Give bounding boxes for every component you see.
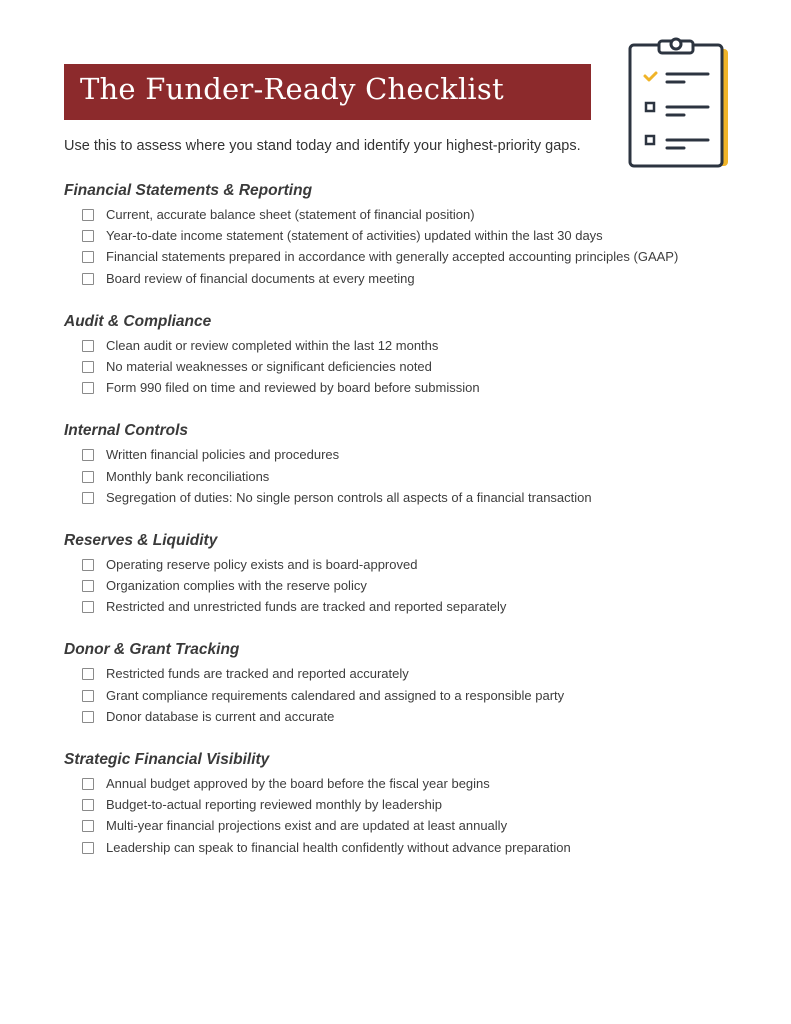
title-banner [64, 64, 591, 120]
checklist [64, 180, 744, 880]
checklist-item [64, 815, 744, 836]
checklist-item-label: Clean audit or review completed within the last 12 months [106, 337, 439, 353]
checklist-item-label: Budget-to-actual reporting reviewed monthly by leadership [106, 797, 443, 813]
checklist-item [64, 794, 744, 815]
checkbox[interactable] [82, 230, 94, 242]
section-donor-grant-tracking [64, 639, 744, 727]
section-heading: Financial Statements & Reporting [64, 182, 313, 199]
checklist-item [64, 225, 744, 246]
checklist-item-label: Written financial policies and procedures [106, 447, 340, 463]
intro-text: Use this to assess where you stand today and identify your highest-priority gaps. [64, 138, 581, 154]
checklist-item [64, 773, 744, 794]
checkbox[interactable] [82, 711, 94, 723]
section-strategic-visibility [64, 749, 744, 858]
checklist-item [64, 466, 744, 487]
checkbox[interactable] [82, 559, 94, 571]
checkbox[interactable] [82, 668, 94, 680]
checklist-item-label: Restricted funds are tracked and reported accurately [106, 666, 409, 682]
section-heading: Donor & Grant Tracking [64, 641, 240, 659]
checklist-item [64, 268, 744, 289]
checklist-item [64, 444, 744, 465]
checkbox[interactable] [82, 842, 94, 854]
checklist-item-label: Operating reserve policy exists and is board-approved [106, 556, 418, 572]
checkbox[interactable] [82, 361, 94, 373]
section-reserves-liquidity [64, 530, 744, 618]
checklist-item [64, 335, 744, 356]
checklist-item-label: No material weaknesses or significant deficiencies noted [106, 358, 432, 374]
page-title: The Funder-Ready Checklist [80, 72, 504, 106]
checklist-item [64, 575, 744, 596]
checkbox[interactable] [82, 449, 94, 461]
checklist-item-label: Board review of financial documents at every meeting [106, 270, 415, 286]
checklist-item [64, 204, 744, 225]
checklist-item [64, 356, 744, 377]
checklist-item-label: Segregation of duties: No single person controls all aspects of a financial transaction [106, 489, 592, 505]
checklist-item [64, 246, 744, 267]
checklist-item-label: Form 990 filed on time and reviewed by board before submission [106, 380, 480, 396]
checklist-item [64, 596, 744, 617]
section-heading: Internal Controls [64, 422, 189, 440]
checkbox[interactable] [82, 690, 94, 702]
checklist-item [64, 685, 744, 706]
checklist-item-label: Monthly bank reconciliations [106, 468, 270, 484]
checkbox[interactable] [82, 251, 94, 263]
checkbox[interactable] [82, 601, 94, 613]
checkbox[interactable] [82, 820, 94, 832]
checklist-item-label: Year-to-date income statement (statement of activities) updated within the last 30 days [106, 228, 603, 244]
section-heading: Audit & Compliance [64, 312, 212, 330]
checklist-item-label: Organization complies with the reserve policy [106, 578, 367, 594]
checkbox[interactable] [82, 340, 94, 352]
section-heading: Strategic Financial Visibility [64, 751, 270, 768]
section-internal-controls [64, 420, 744, 508]
section-audit-compliance [64, 311, 744, 399]
checklist-item [64, 377, 744, 398]
clipboard-checklist-icon [624, 36, 732, 172]
checklist-item-label: Financial statements prepared in accordance with generally accepted accounting principles (GAAP) [106, 249, 679, 265]
checkbox[interactable] [82, 580, 94, 592]
checklist-item [64, 706, 744, 727]
checklist-item-label: Annual budget approved by the board before the fiscal year begins [106, 776, 490, 791]
checkbox[interactable] [82, 209, 94, 221]
checkbox[interactable] [82, 273, 94, 285]
section-heading: Reserves & Liquidity [64, 531, 218, 549]
checklist-item [64, 554, 744, 575]
checklist-item-label: Current, accurate balance sheet (statement of financial position) [106, 207, 475, 222]
checkbox[interactable] [82, 492, 94, 504]
checkbox[interactable] [82, 471, 94, 483]
checklist-item [64, 837, 744, 858]
checkbox[interactable] [82, 778, 94, 790]
checklist-item [64, 487, 744, 508]
checklist-item-label: Grant compliance requirements calendared and assigned to a responsible party [106, 687, 565, 703]
checklist-item-label: Donor database is current and accurate [106, 708, 335, 724]
checklist-item-label: Multi-year financial projections exist and are updated at least annually [106, 818, 508, 834]
checkbox[interactable] [82, 382, 94, 394]
section-financial-statements [64, 180, 744, 289]
checkbox[interactable] [82, 799, 94, 811]
checklist-item-label: Leadership can speak to financial health confidently without advance preparation [106, 839, 571, 855]
checklist-item [64, 663, 744, 684]
checklist-item-label: Restricted and unrestricted funds are tracked and reported separately [106, 599, 507, 615]
